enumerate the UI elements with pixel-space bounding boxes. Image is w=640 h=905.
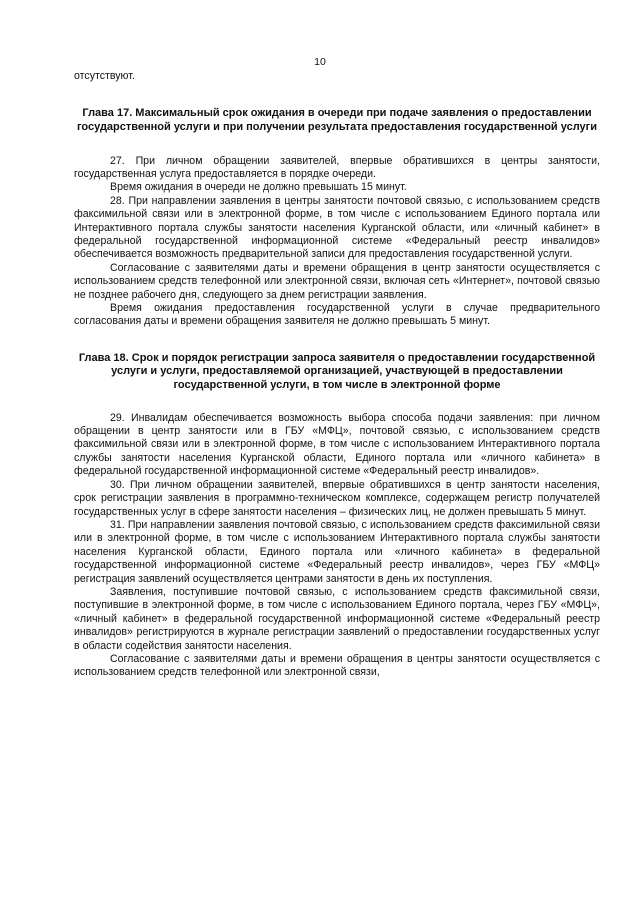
paragraph-29: 29. Инвалидам обеспечивается возможность выбора способа подачи заявления: при личном обращении в центр занятости или в ГБУ «МФЦ», почтовой связью, с использованием средств факсимильной связи или в электронной форме, в том числе с использованием Интерактивного портала службы занятости населения Курганской области, Единого портала или «личного кабинета» в федеральной государственной информационной системе «Федеральный реестр инвалидов». bbox=[74, 411, 600, 478]
paragraph-31-agreement: Согласование с заявителями даты и времени обращения в центры занятости осуществляется с использованием средств телефонной или электронной связи, bbox=[74, 652, 600, 679]
page-number: 10 bbox=[314, 56, 326, 68]
paragraph-28: 28. При направлении заявления в центры занятости почтовой связью, с использованием средств факсимильной связи или в электронной форме, в том числе с использованием Единого портала или Интерактивного портала службы занятости населения Курганской области, или «личный кабинет» в федеральной государственной информационной системе «Федеральный реестр инвалидов» обеспечивается возможность предварительной записи для предоставления государственной услуги. bbox=[74, 194, 600, 261]
document-body bbox=[74, 70, 600, 680]
paragraph-27-wait: Время ожидания в очереди не должно превышать 15 минут. bbox=[110, 181, 407, 194]
paragraph-28-agreement: Согласование с заявителями даты и времени обращения в центр занятости осуществляется с использованием средств телефонной или электронной связи, включая сеть «Интернет», почтовой связью не позднее рабочего дня, следующего за днем регистрации заявления. bbox=[74, 261, 600, 301]
paragraph-31-registration: Заявления, поступившие почтовой связью, с использованием средств факсимильной связи, поступившие в электронной форме, в том числе с использованием Единого портала, через ГБУ «МФЦ», «личный кабинет» в федеральной государственной информационной системе «Федеральный реестр инвалидов» регистрируются в журнале регистрации заявлений о предоставлении государственных услуг в области содействия занятости населения. bbox=[74, 585, 600, 652]
intro-text: отсутствуют. bbox=[74, 70, 135, 82]
paragraph-31: 31. При направлении заявления почтовой связью, с использованием средств факсимильной связи или в электронной форме, в том числе с использованием Интерактивного портала службы занятости населения Курганской области, Единого портала или «личного кабинета» в федеральной государственной информационной системе «Федеральный реестр инвалидов», через ГБУ «МФЦ» регистрация заявлений осуществляется центрами занятости в день их поступления. bbox=[74, 518, 600, 585]
chapter-18-heading: Глава 18. Срок и порядок регистрации запроса заявителя о предоставлении государственной услуги и услуги, предоставляемой организацией, участвующей в предоставлении государственной услуги, в том числе в электронной форме bbox=[78, 351, 596, 392]
paragraph-27: 27. При личном обращении заявителей, впервые обратившихся в центры занятости, государственная услуга предоставляется в порядке очереди. bbox=[74, 154, 600, 180]
paragraph-28-wait: Время ожидания предоставления государственной услуги в случае предварительного согласования даты и времени обращения заявителя не должно превышать 5 минут. bbox=[74, 302, 600, 328]
chapter-17-heading: Глава 17. Максимальный срок ожидания в очереди при подаче заявления о предоставлении государственной услуги и при получении результата предоставления государственной услуги bbox=[76, 107, 598, 133]
paragraph-30: 30. При личном обращении заявителей, впервые обратившихся в центр занятости населения, срок регистрации заявления в программно-техническом комплексе, содержащем регистр получателей государственных услуг в сфере занятости населения – физических лиц, не должен превышать 5 минут. bbox=[74, 478, 600, 518]
